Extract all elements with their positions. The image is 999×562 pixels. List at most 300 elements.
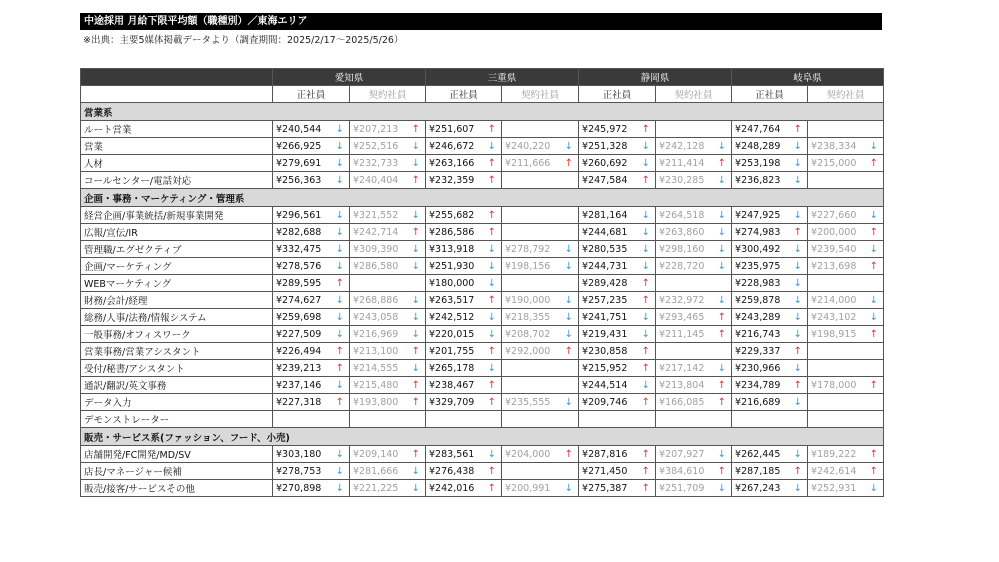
keiyaku-salary-cell (808, 207, 884, 224)
salary-value: ¥313,918 (429, 243, 475, 255)
salary-value: ¥245,972 (582, 123, 628, 135)
arrow-up-icon: ↑ (717, 329, 727, 340)
region-header-row (81, 69, 884, 86)
table-row (81, 394, 884, 411)
keiyaku-salary-cell (502, 258, 579, 275)
salary-value: ¥262,445 (735, 448, 781, 460)
salary-value: ¥189,222 (811, 448, 857, 460)
table-row (81, 121, 884, 138)
salary-value: ¥207,927 (659, 448, 705, 460)
category-row (81, 428, 884, 446)
arrow-down-icon: ↓ (411, 363, 421, 374)
keiyaku-salary-cell (656, 480, 732, 497)
salary-value: ¥286,586 (429, 226, 475, 238)
salary-value: ¥280,535 (582, 243, 628, 255)
seishain-salary-cell (579, 463, 656, 480)
job-category-label: WEBマーケティング (81, 275, 273, 292)
arrow-up-icon: ↑ (717, 397, 727, 408)
salary-value: ¥278,576 (276, 260, 322, 272)
salary-value: ¥228,720 (659, 260, 705, 272)
page-title: 中途採用 月給下限平均額（職種別）／東海エリア (80, 13, 882, 30)
arrow-up-icon: ↑ (411, 346, 421, 357)
category-label: 販売・サービス系(ファッション、フード、小売) (81, 428, 884, 446)
arrow-down-icon: ↓ (487, 244, 497, 255)
seishain-salary-cell (732, 394, 808, 411)
salary-value: ¥198,915 (811, 328, 857, 340)
arrow-up-icon: ↑ (335, 278, 344, 289)
category-label: 営業系 (81, 103, 884, 121)
salary-value: ¥279,691 (276, 157, 322, 169)
seishain-salary-cell (426, 446, 502, 463)
salary-value: ¥270,898 (276, 482, 322, 494)
salary-value: ¥230,858 (582, 345, 628, 357)
keiyaku-salary-cell (656, 292, 732, 309)
salary-value: ¥283,561 (429, 448, 475, 460)
salary-value: ¥216,743 (735, 328, 781, 340)
seishain-salary-cell (273, 394, 350, 411)
salary-value: ¥243,289 (735, 311, 781, 323)
seishain-salary-cell (273, 343, 350, 360)
arrow-down-icon: ↓ (717, 363, 727, 374)
salary-value: ¥286,580 (353, 260, 399, 272)
table-row (81, 309, 884, 326)
keiyaku-header: 契約社員 (656, 86, 732, 103)
salary-value: ¥321,552 (353, 209, 399, 221)
arrow-up-icon: ↑ (487, 210, 497, 221)
salary-value: ¥329,709 (429, 396, 475, 408)
arrow-up-icon: ↑ (411, 449, 421, 460)
seishain-salary-cell (732, 446, 808, 463)
job-category-label: デモンストレーター (81, 411, 273, 428)
arrow-down-icon: ↓ (335, 124, 344, 135)
salary-value: ¥238,467 (429, 379, 475, 391)
seishain-salary-cell (732, 207, 808, 224)
arrow-down-icon: ↓ (335, 295, 344, 306)
salary-value: ¥298,160 (659, 243, 705, 255)
salary-value: ¥180,000 (429, 277, 475, 289)
table-row (81, 360, 884, 377)
salary-value: ¥211,414 (659, 157, 705, 169)
salary-value: ¥244,731 (582, 260, 628, 272)
keiyaku-salary-cell (656, 155, 732, 172)
seishain-salary-cell (426, 394, 502, 411)
salary-value: ¥384,610 (659, 465, 705, 477)
keiyaku-salary-cell (808, 446, 884, 463)
seishain-salary-cell (426, 275, 502, 292)
arrow-up-icon: ↑ (641, 397, 651, 408)
arrow-up-icon: ↑ (869, 380, 879, 391)
seishain-salary-cell (579, 326, 656, 343)
salary-value: ¥287,816 (582, 448, 628, 460)
seishain-salary-cell (426, 326, 502, 343)
seishain-salary-cell (732, 411, 808, 428)
salary-value: ¥292,000 (505, 345, 551, 357)
job-category-label: 一般事務/オフィスワーク (81, 326, 273, 343)
seishain-salary-cell (426, 138, 502, 155)
salary-value: ¥229,337 (735, 345, 781, 357)
salary-value: ¥259,878 (735, 294, 781, 306)
seishain-salary-cell (273, 360, 350, 377)
keiyaku-salary-cell (808, 309, 884, 326)
salary-value: ¥211,666 (505, 157, 551, 169)
job-category-label: コールセンター/電話対応 (81, 172, 273, 189)
arrow-up-icon: ↑ (793, 346, 803, 357)
seishain-salary-cell (426, 377, 502, 394)
seishain-salary-cell (273, 292, 350, 309)
salary-value: ¥252,516 (353, 140, 399, 152)
seishain-salary-cell (579, 377, 656, 394)
salary-value: ¥251,709 (659, 482, 705, 494)
salary-value: ¥263,166 (429, 157, 475, 169)
keiyaku-header: 契約社員 (808, 86, 884, 103)
salary-value: ¥281,666 (353, 465, 399, 477)
salary-value: ¥201,755 (429, 345, 475, 357)
arrow-up-icon: ↑ (641, 295, 651, 306)
salary-value: ¥239,540 (811, 243, 857, 255)
arrow-down-icon: ↓ (335, 380, 344, 391)
salary-value: ¥227,318 (276, 396, 322, 408)
salary-value: ¥226,494 (276, 345, 322, 357)
arrow-down-icon: ↓ (487, 261, 497, 272)
seishain-salary-cell (273, 377, 350, 394)
salary-value: ¥278,753 (276, 465, 322, 477)
arrow-down-icon: ↓ (335, 261, 344, 272)
keiyaku-salary-cell (656, 275, 732, 292)
keiyaku-salary-cell (656, 343, 732, 360)
salary-value: ¥238,334 (811, 140, 857, 152)
keiyaku-salary-cell (808, 463, 884, 480)
seishain-salary-cell (426, 172, 502, 189)
arrow-down-icon: ↓ (487, 141, 497, 152)
corner-header-cell (81, 69, 273, 86)
seishain-salary-cell (579, 241, 656, 258)
job-category-label: 店長/マネージャー候補 (81, 463, 273, 480)
keiyaku-salary-cell (350, 463, 426, 480)
keiyaku-salary-cell (502, 138, 579, 155)
keiyaku-salary-cell (656, 411, 732, 428)
seishain-salary-cell (273, 446, 350, 463)
arrow-down-icon: ↓ (641, 227, 651, 238)
seishain-salary-cell (579, 275, 656, 292)
job-category-label: 販売/接客/サービスその他 (81, 480, 273, 497)
job-category-label: 財務/会計/経理 (81, 292, 273, 309)
seishain-salary-cell (579, 121, 656, 138)
seishain-salary-cell (426, 121, 502, 138)
arrow-up-icon: ↑ (641, 483, 651, 494)
seishain-salary-cell (426, 360, 502, 377)
salary-value: ¥235,975 (735, 260, 781, 272)
table-row (81, 258, 884, 275)
keiyaku-salary-cell (808, 480, 884, 497)
keiyaku-salary-cell (656, 258, 732, 275)
table-row (81, 326, 884, 343)
salary-value: ¥244,514 (582, 379, 628, 391)
salary-value: ¥251,328 (582, 140, 628, 152)
arrow-down-icon: ↓ (717, 175, 727, 186)
seishain-salary-cell (273, 275, 350, 292)
arrow-down-icon: ↓ (869, 483, 879, 494)
salary-value: ¥215,480 (353, 379, 399, 391)
salary-value: ¥221,225 (353, 482, 399, 494)
salary-value: ¥255,682 (429, 209, 475, 221)
keiyaku-salary-cell (656, 394, 732, 411)
job-category-label: 店舗開発/FC開発/MD/SV (81, 446, 273, 463)
seishain-salary-cell (273, 326, 350, 343)
corner-sub-cell (81, 86, 273, 103)
arrow-down-icon: ↓ (793, 449, 803, 460)
seishain-salary-cell (426, 258, 502, 275)
keiyaku-salary-cell (350, 343, 426, 360)
keiyaku-salary-cell (808, 292, 884, 309)
arrow-up-icon: ↑ (411, 175, 421, 186)
salary-value: ¥242,714 (353, 226, 399, 238)
seishain-salary-cell (579, 343, 656, 360)
arrow-up-icon: ↑ (793, 466, 803, 477)
job-category-label: 広報/宣伝/IR (81, 224, 273, 241)
keiyaku-salary-cell (350, 292, 426, 309)
keiyaku-salary-cell (350, 172, 426, 189)
salary-value: ¥247,925 (735, 209, 781, 221)
salary-value: ¥230,966 (735, 362, 781, 374)
arrow-up-icon: ↑ (641, 278, 651, 289)
table-row (81, 292, 884, 309)
salary-value: ¥216,969 (353, 328, 399, 340)
salary-value: ¥281,164 (582, 209, 628, 221)
seishain-salary-cell (273, 241, 350, 258)
salary-value: ¥266,925 (276, 140, 322, 152)
table-row (81, 241, 884, 258)
job-category-label: データ入力 (81, 394, 273, 411)
keiyaku-salary-cell (350, 258, 426, 275)
arrow-up-icon: ↑ (411, 227, 421, 238)
salary-value: ¥275,387 (582, 482, 628, 494)
arrow-up-icon: ↑ (487, 295, 497, 306)
keiyaku-salary-cell (502, 309, 579, 326)
salary-value: ¥227,660 (811, 209, 857, 221)
job-category-label: 企画/マーケティング (81, 258, 273, 275)
keiyaku-salary-cell (502, 343, 579, 360)
keiyaku-header: 契約社員 (350, 86, 426, 103)
salary-value: ¥214,555 (353, 362, 399, 374)
keiyaku-salary-cell (502, 172, 579, 189)
salary-table (80, 68, 884, 497)
arrow-up-icon: ↑ (793, 380, 803, 391)
job-category-label: ルート営業 (81, 121, 273, 138)
keiyaku-salary-cell (656, 360, 732, 377)
arrow-down-icon: ↓ (717, 210, 727, 221)
keiyaku-salary-cell (808, 343, 884, 360)
arrow-up-icon: ↑ (869, 329, 879, 340)
arrow-down-icon: ↓ (411, 261, 421, 272)
table-row (81, 446, 884, 463)
arrow-up-icon: ↑ (869, 449, 879, 460)
salary-value: ¥234,789 (735, 379, 781, 391)
seishain-header: 正社員 (273, 86, 350, 103)
salary-value: ¥274,627 (276, 294, 322, 306)
arrow-down-icon: ↓ (793, 175, 803, 186)
arrow-up-icon: ↑ (641, 124, 651, 135)
region-header-aichi: 愛知県 (273, 69, 426, 86)
seishain-salary-cell (426, 241, 502, 258)
keiyaku-salary-cell (808, 121, 884, 138)
salary-value: ¥247,584 (582, 174, 628, 186)
seishain-salary-cell (273, 138, 350, 155)
salary-value: ¥259,698 (276, 311, 322, 323)
salary-value: ¥278,792 (505, 243, 551, 255)
keiyaku-salary-cell (502, 360, 579, 377)
salary-value: ¥242,614 (811, 465, 857, 477)
arrow-down-icon: ↓ (564, 244, 574, 255)
salary-value: ¥232,733 (353, 157, 399, 169)
arrow-down-icon: ↓ (411, 312, 421, 323)
arrow-down-icon: ↓ (411, 141, 421, 152)
job-category-label: 総務/人事/法務/情報システム (81, 309, 273, 326)
arrow-down-icon: ↓ (335, 227, 344, 238)
salary-value: ¥268,886 (353, 294, 399, 306)
seishain-salary-cell (732, 292, 808, 309)
arrow-down-icon: ↓ (564, 141, 574, 152)
source-note: ※出典：主要5媒体掲載データより（調査期間：2025/2/17～2025/5/26） (83, 35, 404, 46)
salary-value: ¥242,016 (429, 482, 475, 494)
arrow-down-icon: ↓ (564, 312, 574, 323)
seishain-salary-cell (426, 309, 502, 326)
arrow-down-icon: ↓ (869, 210, 879, 221)
salary-value: ¥215,000 (811, 157, 857, 169)
seishain-salary-cell (426, 463, 502, 480)
table-row (81, 138, 884, 155)
job-category-label: 経営企画/事業統括/新規事業開発 (81, 207, 273, 224)
arrow-down-icon: ↓ (411, 210, 421, 221)
job-category-label: 管理職/エグゼクティブ (81, 241, 273, 258)
keiyaku-salary-cell (656, 138, 732, 155)
keiyaku-salary-cell (502, 224, 579, 241)
salary-value: ¥227,509 (276, 328, 322, 340)
arrow-down-icon: ↓ (487, 312, 497, 323)
salary-value: ¥216,689 (735, 396, 781, 408)
arrow-up-icon: ↑ (717, 312, 727, 323)
salary-value: ¥166,085 (659, 396, 705, 408)
arrow-up-icon: ↑ (564, 158, 574, 169)
arrow-up-icon: ↑ (487, 158, 497, 169)
salary-value: ¥230,285 (659, 174, 705, 186)
seishain-salary-cell (579, 138, 656, 155)
seishain-salary-cell (579, 258, 656, 275)
keiyaku-salary-cell (350, 207, 426, 224)
seishain-salary-cell (273, 309, 350, 326)
salary-value: ¥244,681 (582, 226, 628, 238)
arrow-down-icon: ↓ (717, 261, 727, 272)
salary-value: ¥198,156 (505, 260, 551, 272)
arrow-down-icon: ↓ (564, 397, 574, 408)
seishain-header: 正社員 (732, 86, 808, 103)
salary-value: ¥213,804 (659, 379, 705, 391)
keiyaku-salary-cell (502, 446, 579, 463)
salary-value: ¥248,289 (735, 140, 781, 152)
seishain-salary-cell (426, 207, 502, 224)
arrow-down-icon: ↓ (411, 295, 421, 306)
arrow-down-icon: ↓ (411, 483, 421, 494)
arrow-down-icon: ↓ (793, 261, 803, 272)
salary-value: ¥204,000 (505, 448, 551, 460)
table-row (81, 224, 884, 241)
seishain-salary-cell (579, 360, 656, 377)
arrow-down-icon: ↓ (793, 295, 803, 306)
keiyaku-salary-cell (502, 411, 579, 428)
table-row (81, 377, 884, 394)
salary-value: ¥219,431 (582, 328, 628, 340)
salary-value: ¥213,100 (353, 345, 399, 357)
salary-value: ¥241,751 (582, 311, 628, 323)
arrow-up-icon: ↑ (869, 261, 879, 272)
keiyaku-salary-cell (808, 394, 884, 411)
salary-value: ¥251,607 (429, 123, 475, 135)
job-category-label: 通訳/翻訳/英文事務 (81, 377, 273, 394)
salary-value: ¥242,128 (659, 140, 705, 152)
arrow-down-icon: ↓ (717, 483, 727, 494)
seishain-salary-cell (732, 326, 808, 343)
table-row (81, 172, 884, 189)
region-header-shizuoka: 静岡県 (579, 69, 732, 86)
salary-value: ¥282,688 (276, 226, 322, 238)
arrow-down-icon: ↓ (793, 244, 803, 255)
salary-value: ¥178,000 (811, 379, 857, 391)
salary-value: ¥287,185 (735, 465, 781, 477)
salary-value: ¥228,983 (735, 277, 781, 289)
arrow-up-icon: ↑ (487, 380, 497, 391)
arrow-up-icon: ↑ (717, 380, 727, 391)
arrow-up-icon: ↑ (793, 227, 803, 238)
keiyaku-salary-cell (808, 360, 884, 377)
salary-value: ¥296,561 (276, 209, 322, 221)
salary-value: ¥293,465 (659, 311, 705, 323)
salary-value: ¥263,517 (429, 294, 475, 306)
keiyaku-salary-cell (502, 394, 579, 411)
keiyaku-salary-cell (808, 138, 884, 155)
keiyaku-salary-cell (808, 326, 884, 343)
arrow-down-icon: ↓ (487, 278, 497, 289)
seishain-salary-cell (732, 172, 808, 189)
arrow-down-icon: ↓ (793, 329, 803, 340)
keiyaku-salary-cell (350, 155, 426, 172)
arrow-down-icon: ↓ (869, 295, 879, 306)
keiyaku-salary-cell (502, 121, 579, 138)
seishain-salary-cell (579, 207, 656, 224)
arrow-up-icon: ↑ (564, 346, 574, 357)
salary-value: ¥274,983 (735, 226, 781, 238)
salary-value: ¥193,800 (353, 396, 399, 408)
arrow-up-icon: ↑ (641, 363, 651, 374)
arrow-up-icon: ↑ (487, 175, 497, 186)
arrow-down-icon: ↓ (335, 158, 344, 169)
seishain-salary-cell (732, 377, 808, 394)
salary-value: ¥303,180 (276, 448, 322, 460)
salary-value: ¥236,823 (735, 174, 781, 186)
arrow-down-icon: ↓ (793, 312, 803, 323)
arrow-down-icon: ↓ (717, 141, 727, 152)
keiyaku-salary-cell (350, 411, 426, 428)
salary-value: ¥213,698 (811, 260, 857, 272)
salary-value: ¥207,213 (353, 123, 399, 135)
arrow-down-icon: ↓ (869, 141, 879, 152)
keiyaku-salary-cell (656, 241, 732, 258)
seishain-salary-cell (732, 121, 808, 138)
salary-value: ¥214,000 (811, 294, 857, 306)
salary-value: ¥232,359 (429, 174, 475, 186)
keiyaku-salary-cell (502, 241, 579, 258)
keiyaku-salary-cell (502, 377, 579, 394)
arrow-up-icon: ↑ (564, 449, 574, 460)
arrow-down-icon: ↓ (411, 158, 421, 169)
